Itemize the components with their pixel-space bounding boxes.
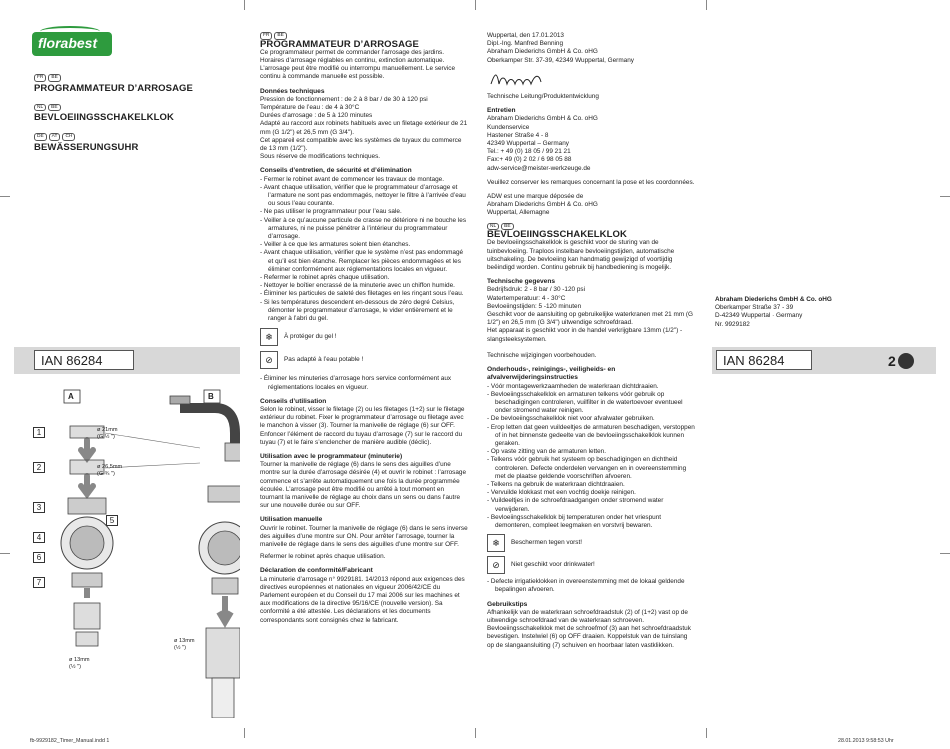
fr-decl-text: La minuterie d’arrosage n° 9929181. 14/2013 répond aux exigences des directives européennes et nationales en vigueur 2006/42/CE du Parlement européen et du Conseil du 17 mai 2006 sur les machines et aux modifications de la directive 95/16/CE (nouvelle version). Sa conformité a été attestée. Les déclarations et les documents correspondants sont consignés chez le fabricant. — [260, 575, 465, 624]
contact-line: Hastener Straße 4 - 8 — [487, 131, 549, 139]
fr-tech-line: Sous réserve de modifications techniques. — [260, 153, 381, 161]
fr-manual-text2: Refermer le robinet après chaque utilisation. — [260, 553, 386, 561]
fr-prog-title: Utilisation avec le programmateur (minuterie) — [260, 452, 403, 460]
page-dot-icon — [898, 353, 914, 369]
lang-badge: NL — [34, 104, 46, 112]
nl-use-title: Gebruikstips — [487, 600, 528, 608]
brand-logo — [32, 32, 112, 56]
list-item: - Telkens vóór gebruik het systeem op beschadigingen en dichtheid controleren. Defecte onderdelen vervangen en in overeenstemming met de plaatse geldende voorschriften afvoeren. — [487, 456, 695, 481]
product-illustration — [30, 388, 240, 718]
lang-badge: BE — [48, 104, 60, 112]
left-titles — [34, 74, 234, 153]
fig-label-b: B — [208, 392, 214, 401]
list-item: - Éliminer les particules de saleté des filetages en les rinçant sous l’eau. — [260, 290, 468, 298]
signature-role: Technische Leitung/Produktentwicklung — [487, 93, 599, 101]
nl-dispose-list — [487, 578, 695, 594]
no-drinking-water-icon: ⊘ — [487, 556, 505, 574]
list-item: - De bevloeiingsschakelklok niet voor afvalwater gebruiken. — [487, 415, 695, 423]
nl-frost-row — [487, 534, 695, 552]
list-item: - Telkens na gebruik de waterkraan dichtdraaien. — [487, 481, 695, 489]
lang-badges — [34, 104, 234, 112]
fr-potable-text: Pas adapté à l’eau potable ! — [284, 356, 364, 364]
fr-use-text: Selon le robinet, visser le filetage (2) ou les filetages (1+2) sur le filetage extérieur du robinet. Fixer le programmateur d’arrosage ou filetage avec le manchon à visser (3). Tourner la manivelle de réglage (6) sur OFF. Enfoncer l’élément de raccord du tuyau d’arrosage (7) sur le raccord du tuyau (7) et le faire s’enclencher de manière audible (déclic). — [260, 405, 465, 446]
fr-manual-text: Ouvrir le robinet. Tourner la manivelle de réglage (6) dans le sens inverse des aiguilles d’une montre sur ON. Pour arrêter l’arrosage, tourner la manivelle de réglage dans le sens des aiguilles d’une montre sur OFF. — [260, 524, 468, 548]
crop-mark — [475, 728, 476, 738]
part-number-6: 6 — [33, 552, 45, 563]
crop-mark — [706, 728, 707, 738]
crop-mark — [244, 728, 245, 738]
part-number-4: 4 — [33, 532, 45, 543]
contact-line: Fax:+ 49 (0) 2 02 / 6 98 05 88 — [487, 156, 572, 164]
lang-badge: BE — [48, 74, 60, 82]
article-number: Nr. 9929182 — [715, 320, 750, 328]
list-item: - Vóór montagewerkzaamheden de waterkraan dichtdraaien. — [487, 383, 695, 391]
list-item: - Fermer le robinet avant de commencer les travaux de montage. — [260, 176, 468, 184]
fr-title: PROGRAMMATEUR D’ARROSAGE — [260, 38, 419, 50]
lang-badge: CH — [62, 133, 75, 141]
list-item: - Vervuilde klokkast met een vochtig doekje reinigen. — [487, 489, 695, 497]
manufacturer-block — [715, 296, 915, 329]
fr-manual-title: Utilisation manuelle — [260, 516, 323, 524]
dimension-label: ø 13mm (½ ") — [69, 657, 90, 671]
list-item: - Vuildeeltjes in de schroefdraadgangen onder stromend water verwijderen. — [487, 497, 695, 513]
manufacturer-street: Oberkamper Straße 37 - 39 — [715, 304, 794, 312]
page-number-text: 2 — [888, 353, 896, 369]
fr-dispose-list — [260, 375, 468, 391]
lang-badge: FR — [34, 74, 46, 82]
list-item: - Bevloeiingsschakelklok en armaturen telkens vóór gebruik op beschadigingen controleren, vuilfilter in de watertoevoer eventueel onder stromend water reinigen. — [487, 391, 695, 416]
list-item: - Defecte irrigatieklokken in overeenstemming met de lokaal geldende bepalingen afvoeren. — [487, 578, 695, 594]
footer-file: fb-9929182_Timer_Manual.indd 1 — [30, 738, 110, 744]
dimension-label: ø 21mm (G ½ ") — [97, 427, 118, 441]
lang-badge: BE — [501, 223, 513, 231]
contact-line: Kundenservice — [487, 123, 530, 131]
list-item: - Veiller à ce que les armatures soient bien étanches. — [260, 241, 468, 249]
fr-frost-row — [260, 328, 468, 346]
entretien-title: Entretien — [487, 107, 516, 115]
page-number — [888, 353, 914, 369]
lang-badge: BE — [274, 32, 286, 40]
fr-column — [260, 32, 468, 625]
keep-note: Veuillez conserver les remarques concernant la pose et les coordonnées. — [487, 178, 695, 186]
fr-frost-text: À protéger du gel ! — [284, 333, 337, 341]
nl-potable-row — [487, 556, 695, 574]
nl-title: BEVLOEIINGSSCHAKELKLOK — [487, 229, 627, 241]
signature — [487, 68, 547, 90]
adw-line: Abraham Diederichs GmbH & Co. oHG — [487, 201, 598, 209]
list-item: - Bevloeiingsschakelklok bij temperaturen onder het vriespunt demonteren, compleet leegmaken en vorstvrij bewaren. — [487, 514, 695, 530]
fr-tech-title: Données techniques — [260, 87, 325, 95]
crop-mark — [0, 553, 10, 554]
nl-tech-line: Bedrijfsdruk: 2 - 8 bar / 30 -120 psi — [487, 286, 586, 294]
fr-tech-line: Pression de fonctionnement : de 2 à 8 bar / de 30 à 120 psi — [260, 95, 428, 103]
title-nl: BEVLOEIINGSSCHAKELKLOK — [34, 112, 174, 124]
nl-use-text: Afhankelijk van de waterkraan schroefdraadstuk (2) of (1+2) vast op de uitwendige schroefdraad van de waterkraan schroeven. Bevloeiingsschakelklok met de schroefmof (3) aan het schroefdraadstuk bevestigen. Instelwiel (6) op OFF draaien. Koppelstuk van de tuinslang op de slangaansluiting (7) schuiven en hoorbaar laten vastklikken. — [487, 608, 691, 649]
list-item: - Veiller à ce qu’aucune particule de crasse ne détériore ni ne bouche les armatures, ni ne puisse pénétrer à l’intérieur du programmateur d’arrosage. — [260, 217, 468, 242]
nl-tech-line: Watertemperatuur: 4 - 30°C — [487, 294, 566, 302]
nl-frost-text: Beschermen tegen vorst! — [511, 539, 583, 547]
frost-icon: ❄ — [487, 534, 505, 552]
nl-tech-line: Het apparaat is geschikt voor in de handel verkrijgbare 13mm (1/2") - slangsteeksystemen. — [487, 327, 683, 343]
manufacturer-name: Abraham Diederichs GmbH & Co. oHG — [715, 296, 832, 303]
list-item: - Refermer le robinet après chaque utilisation. — [260, 274, 468, 282]
addr-line: Dipl.-Ing. Manfred Benning — [487, 40, 564, 48]
fr-potable-row — [260, 351, 468, 369]
nl-maint-title: Onderhouds-, reinigings-, veiligheids- en afvalverwijderingsinstructies — [487, 366, 616, 382]
list-item: - Si les températures descendent en-dessous de zéro degré Celsius, démonter le programmateur d’arrosage, le vider entièrement et le ranger à l’abri du gel. — [260, 299, 468, 324]
addr-line: Oberkamper Str. 37-39, 42349 Wuppertal, Germany — [487, 56, 634, 64]
list-item: - Éliminer les minuteries d’arrosage hors service conformément aux réglementations locales en vigueur. — [260, 375, 468, 391]
manufacturer-city: D-42349 Wuppertal · Germany — [715, 312, 803, 320]
list-item: - Ne pas utiliser le programmateur pour l’eau sale. — [260, 208, 468, 216]
fr-tech-line: Température de l’eau : de 4 à 30°C — [260, 104, 360, 112]
contact-line: Tel.: + 49 (0) 18 05 / 99 21 21 — [487, 148, 571, 156]
fr-tech-line: Adapté au raccord aux robinets habituels avec un filetage extérieur de 21 mm (G 1/2") et 26,5 mm (G 3/4"). — [260, 120, 468, 136]
crop-mark — [940, 553, 950, 554]
lang-badge: AT — [49, 133, 61, 141]
part-number-1: 1 — [33, 427, 45, 438]
list-item: - Nettoyer le boîtier encrassé de la minuterie avec un chiffon humide. — [260, 282, 468, 290]
nl-potable-text: Niet geschikt voor drinkwater! — [511, 561, 595, 569]
nl-intro: De bevloeiingsschakelklok is geschikt voor de sturing van de tuinbevloeiing. Traploos instelbare bevloeiingstijden, automatische uitschakeling. De bevloeiing kan handmatig gewijzigd of voortijdig beëindigd worden. Continu gebruik bij handbediening is mogelijk. — [487, 239, 675, 272]
nl-column — [487, 32, 695, 650]
fr-use-title: Conseils d’utilisation — [260, 397, 327, 405]
nl-maint-list — [487, 383, 695, 531]
nl-tech-title: Technische gegevens — [487, 278, 556, 286]
dimension-label: ø 26,5mm (G ¾ ") — [97, 464, 123, 478]
crop-mark — [940, 196, 950, 197]
part-number-7: 7 — [33, 577, 45, 588]
brand-name: florabest — [38, 35, 98, 51]
fr-decl-title: Déclaration de conformité/Fabricant — [260, 567, 373, 575]
contact-line: 42349 Wuppertal – Germany — [487, 140, 569, 148]
fr-tech-line: Durées d’arrosage : de 5 à 120 minutes — [260, 112, 373, 120]
no-drinking-water-icon: ⊘ — [260, 351, 278, 369]
list-item: - Erop letten dat geen vuildeeltjes de armaturen beschadigen, verstoppen of in het binnenste gedeelte van de bevloeiingsschakelklok kunnen geraken. — [487, 424, 695, 449]
crop-mark — [244, 0, 245, 10]
fig-label-a: A — [68, 392, 74, 401]
fr-intro: Ce programmateur permet de commander l’arrosage des jardins. Horaires d’arrosage réglables en continu, extinction automatique. L’arrosage peut être modifié ou interrompu manuellement. Le service continu à commande manuelle est possible. — [260, 48, 456, 81]
list-item: - Avant chaque utilisation, vérifier que le système n’est pas endommagé et qu’il est bien étanche. Remplacer les pièces endommagées et les éliminer conformément aux réglementations locales en vigueur. — [260, 249, 468, 274]
dimension-label: ø 13mm (½ ") — [174, 638, 195, 652]
lang-badges — [34, 133, 234, 141]
title-de: BEWÄSSERUNGSUHR — [34, 141, 139, 153]
fr-safety-title: Conseils d’entretien, de sécurité et d’élimination — [260, 167, 412, 175]
fr-prog-text: Tourner la manivelle de réglage (6) dans le sens des aiguilles d’une montre sur la durée d’arrosage désirée (4) et ouvrir le robinet : l’arrosage commence et s’arrête automatiquement une fois la durée programmée écoulée. L’arrosage peut être modifié ou arrêté à tout moment en tournant la manivelle de réglage au choix dans un sens ou dans l’autre sur une nouvelle durée ou sur OFF. — [260, 461, 467, 510]
ian-number: IAN 86284 — [716, 350, 812, 370]
title-fr: PROGRAMMATEUR D’ARROSAGE — [34, 82, 193, 94]
lang-badges — [34, 74, 234, 82]
lang-badge: FR — [260, 32, 272, 40]
part-number-2: 2 — [33, 462, 45, 473]
contact-line: Abraham Diederichs GmbH & Co. oHG — [487, 115, 598, 123]
list-item: - Op vaste zitting van de armaturen letten. — [487, 448, 695, 456]
nl-tech-line: Bevloeiingstijden: 5 -120 minuten — [487, 302, 582, 310]
fr-safety-list — [260, 176, 468, 324]
lang-badge: DE — [34, 133, 47, 141]
adw-line: ADW est une marque déposée de — [487, 193, 584, 201]
contact-email: adw-service@meister-werkzeuge.de — [487, 164, 591, 172]
addr-line: Abraham Diederichs GmbH & Co. oHG — [487, 48, 598, 56]
ian-number: IAN 86284 — [34, 350, 134, 370]
fr-tech-line: Cet appareil est compatible avec les systèmes de tuyaux du commerce de 13 mm (1/2"). — [260, 136, 462, 153]
nl-tech-line: Geschikt voor de aansluiting op gebruikelijke waterkranen met 21 mm (G 1/2") en 26,5 mm (G 3/4") uitwendige schroefdraad. — [487, 311, 694, 327]
crop-mark — [475, 0, 476, 10]
footer-date: 28.01.2013 9:58:53 Uhr — [838, 738, 894, 744]
addr-line: Wuppertal, den 17.01.2013 — [487, 32, 564, 39]
nl-tech-line: Technische wijzigingen voorbehouden. — [487, 351, 597, 359]
list-item: - Avant chaque utilisation, vérifier que le programmateur d’arrosage et l’armature ne sont pas endommagés, nettoyer le filtre à l’arrivée d’eau ou sous l’eau courante. — [260, 184, 468, 209]
lang-badge: NL — [487, 223, 499, 231]
crop-mark — [0, 196, 10, 197]
adw-line: Wuppertal, Allemagne — [487, 209, 550, 217]
frost-icon: ❄ — [260, 328, 278, 346]
part-number-5: 5 — [106, 515, 118, 526]
crop-mark — [706, 0, 707, 10]
part-number-3: 3 — [33, 502, 45, 513]
